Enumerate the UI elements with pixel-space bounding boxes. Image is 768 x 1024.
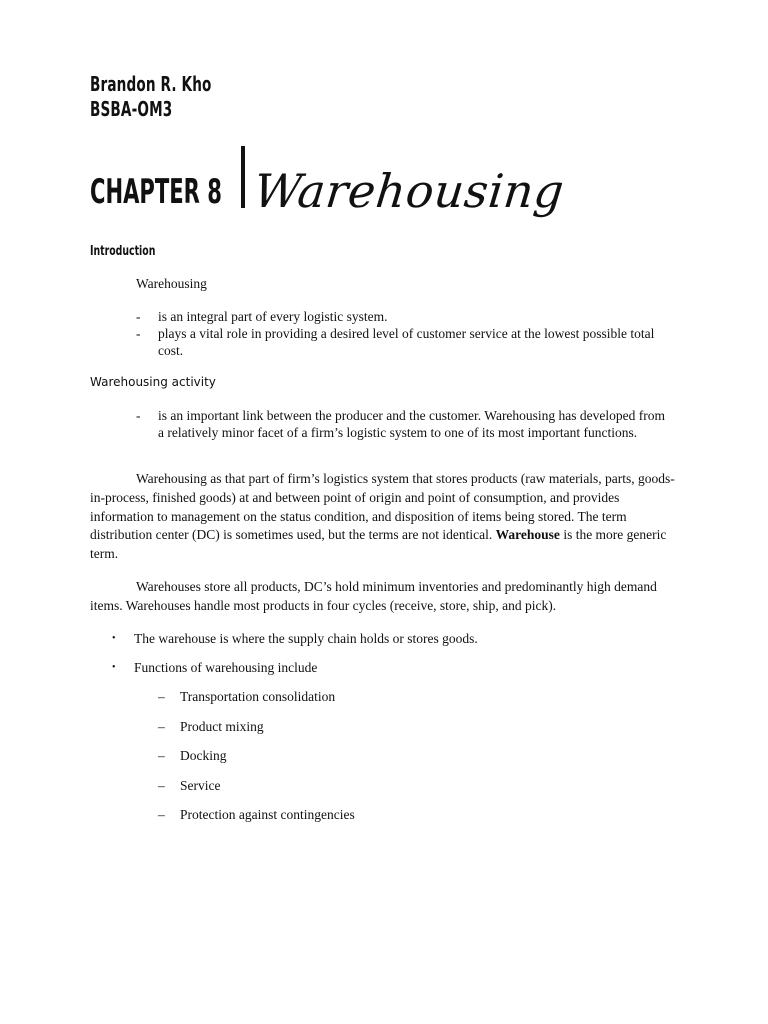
author-program: BSBA-OM3 [90, 97, 173, 121]
bullet-item-text: The warehouse is where the supply chain holds or stores goods. [134, 631, 478, 646]
intro-heading: Introduction [90, 244, 156, 259]
chapter-title: Warehousing [251, 164, 567, 218]
function-item [158, 688, 335, 705]
paragraph-cycles: Warehouses store all products, DC’s hold minimum inventories and predominantly high demand items. Warehouses handle most products in four cycles (receive, store, ship, and pick). [90, 579, 657, 613]
list-item-text: is an integral part of every logistic system. [158, 309, 388, 324]
function-item-text: Service [180, 778, 221, 793]
dash-marker: - [136, 309, 141, 324]
dash-marker: - [136, 408, 141, 423]
chapter-divider [241, 146, 245, 208]
endash-marker: – [158, 719, 165, 734]
list-item [136, 308, 676, 325]
function-item-text: Product mixing [180, 719, 264, 734]
function-item [158, 718, 264, 735]
bullet-item-text: Functions of warehousing include [134, 660, 318, 675]
list-item [136, 325, 676, 359]
intro-term: Warehousing [136, 276, 207, 291]
endash-marker: – [158, 689, 165, 704]
endash-marker: – [158, 748, 165, 763]
author-name: Brandon R. Kho [90, 72, 212, 96]
bullet-marker: • [112, 633, 116, 644]
paragraph-definition-end: is the more generic term. [90, 527, 667, 562]
function-item [158, 777, 220, 794]
chapter-label: CHAPTER 8 [90, 172, 222, 212]
list-item [136, 407, 666, 441]
dash-marker: - [136, 326, 141, 341]
paragraph-definition-text: Warehousing as that part of firm’s logistics system that stores products (raw materials, parts, goods-in-process, finished goods) at and between point of origin and point of consumption, and provides information to management on the status condition, and disposition of items being stored. The term distribution center (DC) is sometimes used, but the terms are not identical. [90, 471, 675, 543]
function-item [158, 806, 355, 823]
bullet-item [112, 630, 672, 647]
bullet-item [112, 659, 672, 676]
warehouse-term: Warehouse [495, 527, 560, 543]
paragraph-definition [90, 470, 675, 564]
endash-marker: – [158, 807, 165, 822]
function-item [158, 747, 227, 764]
function-item-text: Transportation consolidation [180, 689, 336, 704]
intro-dash-list [136, 308, 676, 359]
list-item-text: plays a vital role in providing a desired level of customer service at the lowest possible total cost. [158, 326, 655, 358]
list-item-text: is an important link between the producer and the customer. Warehousing has developed from a relatively minor facet of a firm’s logistic system to one of its most important functions. [158, 408, 666, 440]
bullet-marker: • [112, 662, 116, 673]
activity-dash-list [136, 407, 666, 441]
function-item-text: Protection against contingencies [180, 807, 355, 822]
function-item-text: Docking [180, 748, 227, 763]
activity-heading: Warehousing activity [90, 375, 216, 389]
endash-marker: – [158, 778, 165, 793]
